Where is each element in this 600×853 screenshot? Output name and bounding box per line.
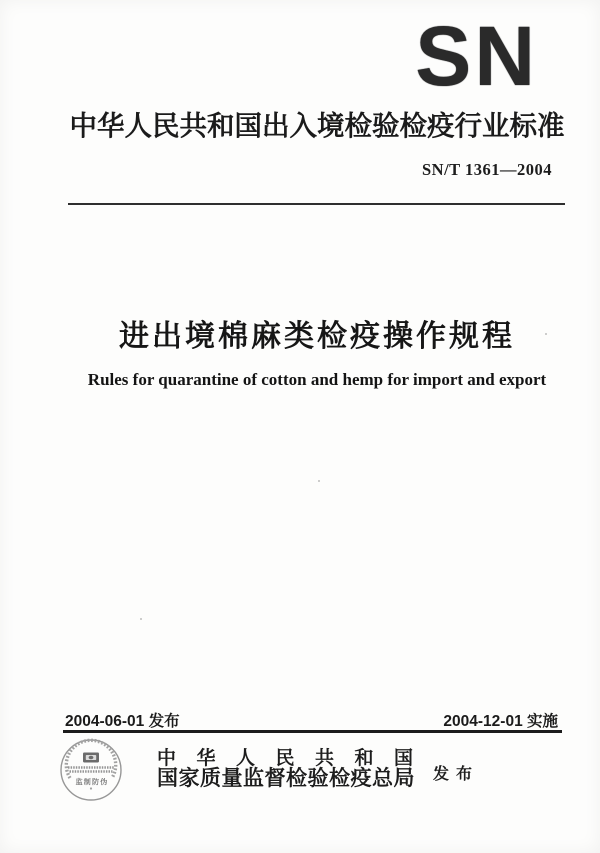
issue-date: 2004-06-01 发布	[65, 713, 180, 730]
seal-bottom-text: 监制防伪	[75, 779, 109, 786]
publisher-agency: 国家质量监督检验检疫总局	[157, 767, 415, 790]
standard-type-heading: 中华人民共和国出入境检验检疫行业标准	[69, 110, 565, 141]
dates-row	[65, 709, 558, 731]
publish-action-label: 发布	[433, 766, 480, 783]
footer-divider-line	[63, 730, 562, 733]
seal-center-emblem-core	[89, 756, 94, 760]
document-title-english: Rules for quarantine of cotton and hemp for import and export	[87, 370, 547, 389]
sn-logo: SN	[415, 9, 538, 103]
seal-bottom-dot	[90, 787, 92, 789]
anti-counterfeit-seal	[58, 737, 124, 803]
standard-number: SN/T 1361—2004	[421, 160, 552, 179]
scan-speck	[318, 480, 320, 482]
implementation-date: 2004-12-01 实施	[443, 713, 558, 730]
scan-speck	[545, 333, 547, 335]
header-divider-line	[68, 203, 565, 205]
publisher-country: 中华人民共和国	[157, 748, 434, 769]
document-title-chinese: 进出境棉麻类检疫操作规程	[119, 320, 515, 353]
publisher-block	[157, 750, 434, 789]
scan-speck	[140, 618, 142, 620]
